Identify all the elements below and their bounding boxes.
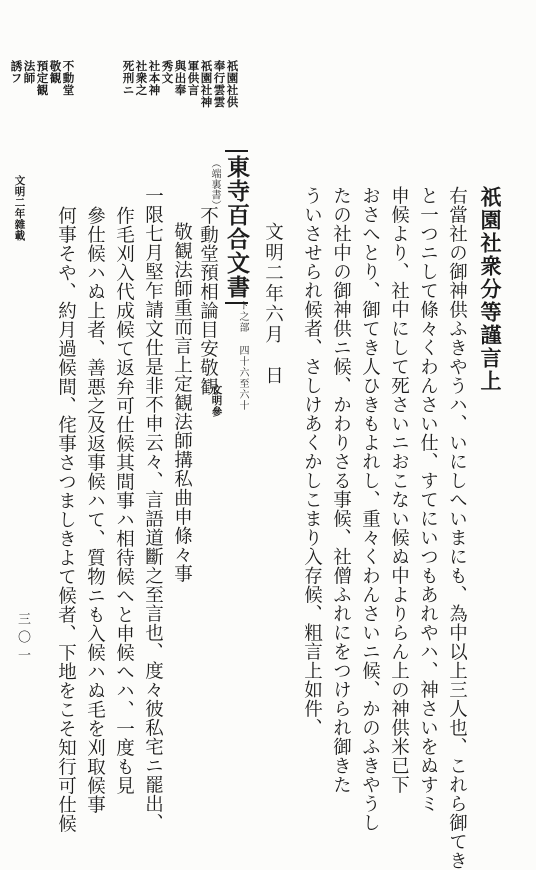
head-note: 秀文 — [160, 60, 175, 84]
head-notes — [0, 0, 536, 125]
running-head: 文明二年雜載 — [13, 175, 26, 241]
head-note: 社衆之 — [134, 60, 149, 96]
head-note: 奉行雲雲 — [212, 60, 227, 108]
heading-note: （端裏書） — [209, 158, 220, 211]
section-line: 一限七月堅乍請文仕是非不申云々、言語道斷之至言也、度々彼私宅ニ罷出、 — [142, 186, 164, 832]
head-note: 社本神 — [147, 60, 162, 96]
document-line: 右當社の御神供ふきやうハ、いにしへいまにも、為中以上三人也、これら御てき — [446, 186, 468, 870]
head-note: 誘フ — [9, 60, 24, 84]
document-date: 文明二年六月 日 — [262, 222, 284, 386]
head-note: 軍供言 — [186, 60, 201, 96]
head-note: 與出奉 — [173, 60, 188, 96]
section-line: 作毛刈入代成候て返弁可仕候其間事ハ相待候へと申候へハ、一度も見 — [113, 206, 135, 795]
source-ref: ト之部 四十六至六十 — [237, 300, 248, 411]
head-note: 不動堂 — [61, 60, 76, 96]
subtitle-note: 文明參 — [210, 384, 223, 417]
document-title: 祇園社衆分等謹言上 — [478, 186, 503, 393]
section-subtitle: 不動堂預相論目安敬観 — [197, 206, 219, 396]
document-line: たの社中の御神供ニ候、かわりさる事候、社僧ふれにをつけられ御きた — [330, 186, 352, 794]
head-note: 祇園社神 — [199, 60, 214, 108]
document-line: と一つニして條々くわんさい仕、すてにいつもあれやハ、神さいをぬすミ — [417, 186, 439, 813]
document-line: 申候より、社中にして死さいニおこない候ぬ中よりらん上の神供米已下 — [388, 186, 410, 794]
section-heading: 東寺百合文書 — [225, 150, 248, 304]
head-note: 預定観 — [35, 60, 50, 96]
page-number: 三〇一 — [15, 612, 30, 666]
head-note: 法師 — [22, 60, 37, 84]
section-line: 何事そや、約月過候間、侘事さつましきよて候者、下地をこそ知行可仕候 — [55, 206, 77, 833]
head-note: 敬観 — [48, 60, 63, 84]
head-note: 死刑ニ — [121, 60, 136, 96]
document-line: ういさせられ候者、さしけあくかしこまり入存候、粗言上如件、 — [301, 186, 323, 737]
head-note: 祇園社供 — [225, 60, 240, 108]
section-line: 敬観法師重而言上定観法師搆私曲申條々事 — [171, 222, 193, 583]
section-line: 參仕候ハぬ上者、善悪之及返事候ハて、質物ニも入候ハぬ毛を刈取候事 — [84, 206, 106, 814]
document-line: おさへとり、御てき人ひきもよれし、重々くわんさいニ候、かのふきやうし — [359, 186, 381, 832]
